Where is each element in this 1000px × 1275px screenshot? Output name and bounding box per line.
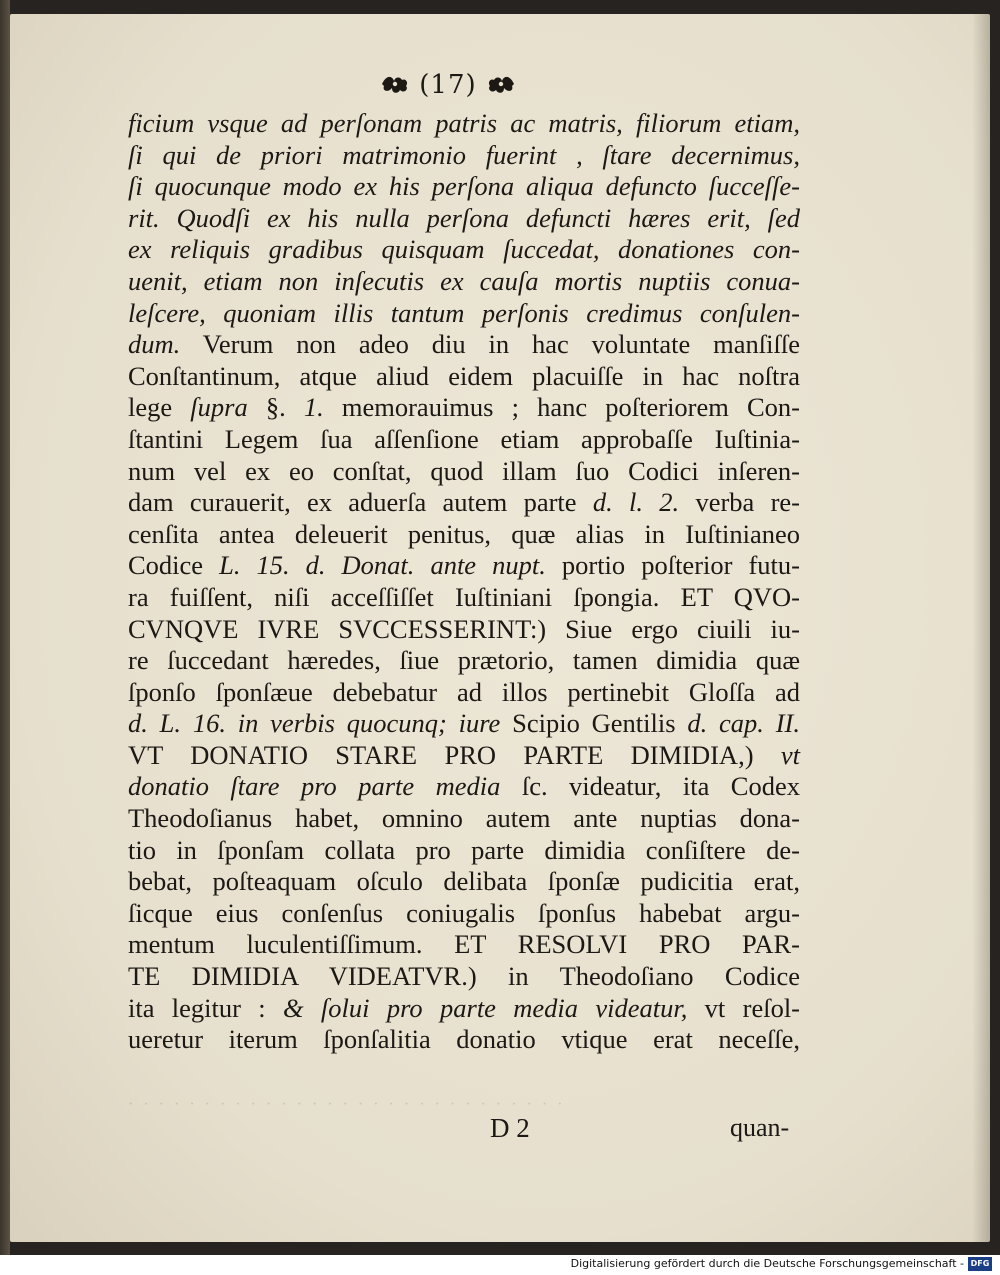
- signature-mark: D 2: [490, 1113, 530, 1143]
- italic-text-run: ſupra: [190, 392, 248, 423]
- italic-text-run: & ſolui pro parte media videatur,: [283, 992, 688, 1023]
- text-line: [128, 740, 800, 772]
- text-line: [128, 614, 800, 646]
- text-line: [128, 866, 800, 898]
- italic-text-run: ficium vsque ad perſonam patris ac matris, filiorum etiam,: [128, 108, 800, 138]
- bleed-through-text: · · · · · · · · · · · · · · · · · · · · · · · · · · · · ·: [128, 1096, 566, 1110]
- fleuron-left-icon: [380, 72, 410, 94]
- digitization-footer: [0, 1255, 1000, 1275]
- italic-text-run: d. L. 16. in verbis quocunq; iure: [128, 708, 501, 739]
- text-line: [128, 803, 800, 835]
- text-line: [128, 708, 800, 740]
- roman-text-run: ſtantini Legem ſua aſſenſione etiam approbaſſe Iuſtinia-: [128, 423, 800, 454]
- roman-text-run: TE DIMIDIA VIDEATVR.) in Theodoſiano Codice: [128, 961, 800, 992]
- italic-text-run: 1.: [303, 392, 324, 423]
- page-number: (17): [419, 70, 477, 100]
- italic-text-run: L. 15. d. Donat. ante nupt.: [219, 550, 546, 581]
- roman-text-run: verba re-: [679, 487, 801, 518]
- text-line: [128, 677, 800, 709]
- roman-text-run: Theodoſianus habet, omnino autem ante nuptias dona-: [128, 803, 800, 834]
- italic-text-run: vt: [780, 739, 800, 770]
- text-line: [128, 140, 800, 172]
- roman-text-run: cenſita antea deleuerit penitus, quæ alias in Iuſtinianeo: [128, 518, 800, 549]
- roman-text-run: ſicque eius conſenſus coniugalis ſponſus habebat argu-: [128, 897, 800, 928]
- roman-text-run: bebat, poſteaquam oſculo delibata ſponſæ pudicitia erat,: [128, 866, 800, 897]
- book-spine-edge: [0, 0, 10, 1275]
- text-line: [128, 993, 800, 1025]
- roman-text-run: §.: [247, 392, 304, 423]
- text-line: [128, 456, 800, 488]
- text-line: [128, 266, 800, 298]
- text-line: [128, 550, 800, 582]
- text-line: [128, 329, 800, 361]
- italic-text-run: rit. Quodſi ex his nulla perſona defuncti hæres erit, ſed: [128, 202, 800, 233]
- fleuron-right-icon: [486, 72, 516, 94]
- text-line: [128, 1024, 800, 1056]
- roman-text-run: portio poſterior futu-: [545, 550, 800, 581]
- running-header: [380, 70, 516, 100]
- italic-text-run: ſi quocunque modo ex his perſona aliqua defuncto ſucceſſe-: [128, 171, 800, 202]
- italic-text-run: d. cap. II.: [687, 708, 801, 739]
- italic-text-run: ex reliquis gradibus quisquam ſuccedat, donationes con-: [128, 234, 800, 265]
- text-line: [128, 487, 800, 519]
- text-line: [128, 582, 800, 614]
- text-line: [128, 171, 800, 203]
- roman-text-run: memorauimus ; hanc poſteriorem Con-: [323, 392, 801, 423]
- roman-text-run: ſc. videatur, ita Codex: [500, 771, 800, 802]
- roman-text-run: ſponſo ſponſæue debebatur ad illos pertinebit Gloſſa ad: [128, 676, 800, 707]
- italic-text-run: dum.: [128, 329, 181, 360]
- text-line: [128, 361, 800, 393]
- text-line: [128, 108, 800, 140]
- text-line: [128, 392, 800, 424]
- roman-text-run: ra fuiſſent, niſi acceſſiſſet Iuſtiniani ſpongia. ET QVO-: [128, 581, 800, 612]
- italic-text-run: leſcere, quoniam illis tantum perſonis credimus conſulen-: [128, 297, 800, 328]
- roman-text-run: Codice: [128, 550, 220, 581]
- text-line: [128, 519, 800, 551]
- text-line: [128, 771, 800, 803]
- italic-text-run: uenit, etiam non inſecutis ex cauſa mortis nuptiis conua-: [128, 265, 800, 296]
- text-line: [128, 961, 800, 993]
- roman-text-run: ueretur iterum ſponſalitia donatio vtique erat neceſſe,: [128, 1024, 800, 1055]
- text-line: [128, 929, 800, 961]
- roman-text-run: VT DONATIO STARE PRO PARTE DIMIDIA,): [128, 739, 781, 770]
- footer-credit: Digitalisierung gefördert durch die Deutsche Forschungsgemeinschaft -: [570, 1257, 964, 1270]
- roman-text-run: Conſtantinum, atque aliud eidem placuiſſe in hac noſtra: [128, 360, 800, 391]
- roman-text-run: vt reſol-: [687, 992, 801, 1023]
- text-line: [128, 835, 800, 867]
- italic-text-run: donatio ſtare pro parte media: [128, 771, 501, 802]
- roman-text-run: num vel ex eo conſtat, quod illam ſuo Codici inſeren-: [128, 455, 800, 486]
- roman-text-run: mentum luculentiſſimum. ET RESOLVI PRO PAR-: [128, 929, 800, 960]
- text-line: [128, 424, 800, 456]
- roman-text-run: Scipio Gentilis: [500, 708, 688, 739]
- roman-text-run: CVNQVE IVRE SVCCESSERINT:) Siue ergo ciuili iu-: [128, 613, 800, 644]
- roman-text-run: re ſuccedant hæredes, ſiue prætorio, tamen dimidia quæ: [128, 645, 800, 676]
- text-line: [128, 234, 800, 266]
- dfg-logo: DFG: [968, 1257, 992, 1271]
- roman-text-run: ita legitur :: [128, 992, 283, 1023]
- roman-text-run: lege: [128, 392, 191, 423]
- text-line: [128, 298, 800, 330]
- body-text: [128, 108, 800, 1056]
- roman-text-run: Verum non adeo diu in hac voluntate manſiſſe: [180, 329, 800, 360]
- roman-text-run: dam curauerit, ex aduerſa autem parte: [128, 487, 593, 518]
- page-shadow: [972, 14, 990, 1242]
- text-line: [128, 898, 800, 930]
- text-line: [128, 203, 800, 235]
- roman-text-run: tio in ſponſam collata pro parte dimidia conſiſtere de-: [128, 834, 800, 865]
- text-line: [128, 645, 800, 677]
- italic-text-run: d. l. 2.: [592, 487, 680, 518]
- italic-text-run: ſi qui de priori matrimonio fuerint , ſtare decernimus,: [128, 139, 800, 170]
- catchword: quan-: [730, 1113, 790, 1142]
